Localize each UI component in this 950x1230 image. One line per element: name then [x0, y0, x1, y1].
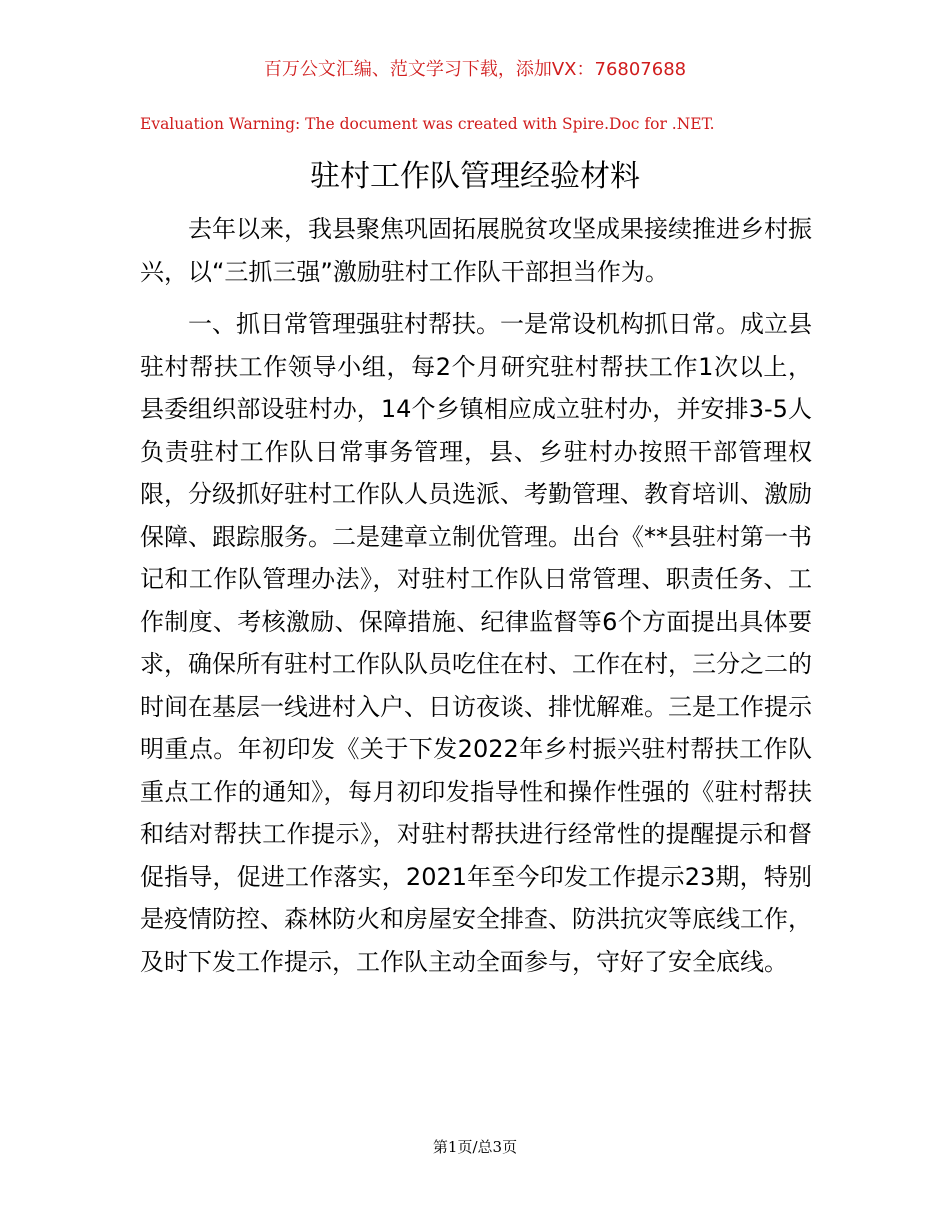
page-indicator: 第1页/总3页: [432, 1138, 518, 1156]
evaluation-warning: Evaluation Warning: The document was created with Spire.Doc for .NET.: [140, 115, 715, 133]
paragraph-section-one: 一、抓日常管理强驻村帮扶。一是常设机构抓日常。成立县驻村帮扶工作领导小组，每2个月研究驻村帮扶工作1次以上，县委组织部设驻村办，14个乡镇相应成立驻村办，并安排3-5人负责驻村工作队日常事务管理，县、乡驻村办按照干部管理权限，分级抓好驻村工作队人员选派、考勤管理、教育培训、激励保障、跟踪服务。二是建章立制优管理。出台《**县驻村第一书记和工作队管理办法》，对驻村工作队日常管理、职责任务、工作制度、考核激励、保障措施、纪律监督等6个方面提出具体要求，确保所有驻村工作队队员吃住在村、工作在村，三分之二的时间在基层一线进村入户、日访夜谈、排忧解难。三是工作提示明重点。年初印发《关于下发2022年乡村振兴驻村帮扶工作队重点工作的通知》，每月初印发指导性和操作性强的《驻村帮扶和结对帮扶工作提示》，对驻村帮扶进行经常性的提醒提示和督促指导，促进工作落实，2021年至今印发工作提示23期，特别是疫情防控、森林防火和房屋安全排查、防洪抗灾等底线工作，及时下发工作提示，工作队主动全面参与，守好了安全底线。: [140, 310, 812, 976]
document-title: 驻村工作队管理经验材料: [310, 159, 640, 194]
header-banner: 百万公文汇编、范文学习下载，添加VX：76807688: [263, 59, 687, 80]
paragraph-intro: 去年以来，我县聚焦巩固拓展脱贫攻坚成果接续推进乡村振兴，以“三抓三强”激励驻村工作队干部担当作为。: [140, 215, 812, 286]
document-body: [140, 208, 812, 983]
